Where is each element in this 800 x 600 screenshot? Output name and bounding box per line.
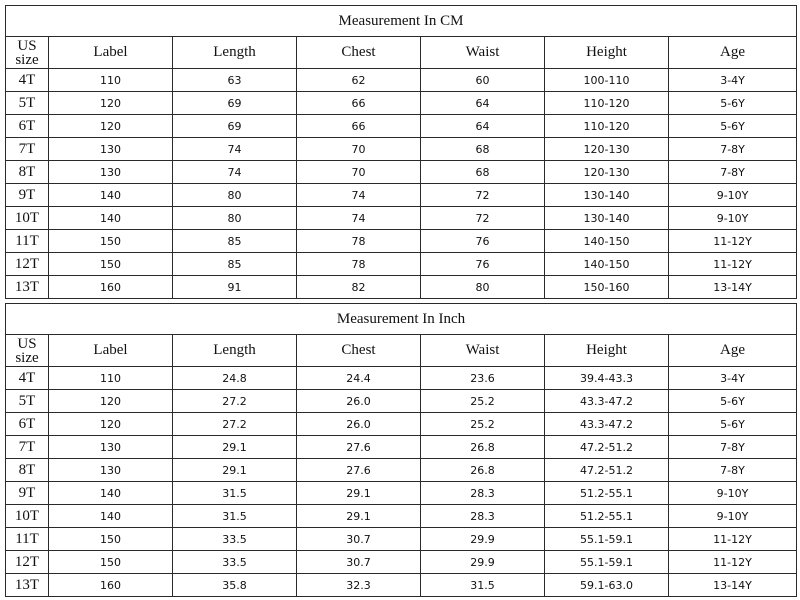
cell-chest: 26.0 xyxy=(297,413,421,436)
cell-height: 140-150 xyxy=(545,253,669,276)
cell-label: 140 xyxy=(49,207,173,230)
column-header-us-size: US size xyxy=(6,335,49,367)
cell-waist: 68 xyxy=(421,161,545,184)
cell-us-size: 5T xyxy=(6,92,49,115)
cell-height: 120-130 xyxy=(545,138,669,161)
cell-us-size: 10T xyxy=(6,207,49,230)
cell-waist: 64 xyxy=(421,115,545,138)
cell-label: 150 xyxy=(49,528,173,551)
column-header-length: Length xyxy=(173,335,297,367)
cell-age: 13-14Y xyxy=(669,574,797,597)
cell-age: 7-8Y xyxy=(669,138,797,161)
table-title-row xyxy=(6,304,797,335)
cell-height: 130-140 xyxy=(545,207,669,230)
cell-us-size: 11T xyxy=(6,230,49,253)
cell-length: 29.1 xyxy=(173,459,297,482)
cell-us-size: 5T xyxy=(6,390,49,413)
cell-height: 55.1-59.1 xyxy=(545,551,669,574)
cell-us-size: 8T xyxy=(6,459,49,482)
table-header-row xyxy=(6,335,797,367)
cell-length: 63 xyxy=(173,69,297,92)
cell-length: 74 xyxy=(173,138,297,161)
cell-height: 39.4-43.3 xyxy=(545,367,669,390)
cell-label: 110 xyxy=(49,367,173,390)
cell-chest: 70 xyxy=(297,138,421,161)
table-header-row xyxy=(6,37,797,69)
cell-label: 150 xyxy=(49,230,173,253)
cell-age: 5-6Y xyxy=(669,92,797,115)
table-title: Measurement In Inch xyxy=(6,304,797,335)
cell-length: 85 xyxy=(173,253,297,276)
table-row xyxy=(6,551,797,574)
cell-height: 150-160 xyxy=(545,276,669,299)
cell-us-size: 12T xyxy=(6,253,49,276)
cell-label: 120 xyxy=(49,390,173,413)
cell-chest: 29.1 xyxy=(297,505,421,528)
column-header-us-size: US size xyxy=(6,37,49,69)
column-header-age: Age xyxy=(669,37,797,69)
cell-us-size: 13T xyxy=(6,276,49,299)
cell-chest: 66 xyxy=(297,92,421,115)
cell-height: 51.2-55.1 xyxy=(545,482,669,505)
cell-length: 29.1 xyxy=(173,436,297,459)
cell-us-size: 10T xyxy=(6,505,49,528)
cell-age: 13-14Y xyxy=(669,276,797,299)
cell-chest: 26.0 xyxy=(297,390,421,413)
cell-label: 120 xyxy=(49,115,173,138)
cell-label: 140 xyxy=(49,184,173,207)
cell-waist: 29.9 xyxy=(421,528,545,551)
cell-length: 91 xyxy=(173,276,297,299)
cell-height: 100-110 xyxy=(545,69,669,92)
cell-chest: 66 xyxy=(297,115,421,138)
cell-chest: 78 xyxy=(297,253,421,276)
cell-us-size: 11T xyxy=(6,528,49,551)
cell-age: 7-8Y xyxy=(669,161,797,184)
cell-label: 160 xyxy=(49,574,173,597)
cell-length: 69 xyxy=(173,92,297,115)
cell-waist: 26.8 xyxy=(421,436,545,459)
cell-waist: 76 xyxy=(421,230,545,253)
table-row xyxy=(6,92,797,115)
cell-waist: 28.3 xyxy=(421,482,545,505)
cell-length: 31.5 xyxy=(173,482,297,505)
table-title-row xyxy=(6,6,797,37)
cell-length: 35.8 xyxy=(173,574,297,597)
cell-chest: 82 xyxy=(297,276,421,299)
cell-label: 130 xyxy=(49,459,173,482)
cell-age: 7-8Y xyxy=(669,459,797,482)
cell-waist: 72 xyxy=(421,207,545,230)
cell-age: 5-6Y xyxy=(669,413,797,436)
cell-waist: 72 xyxy=(421,184,545,207)
cell-chest: 78 xyxy=(297,230,421,253)
cell-height: 110-120 xyxy=(545,92,669,115)
cell-us-size: 4T xyxy=(6,367,49,390)
cell-length: 74 xyxy=(173,161,297,184)
cell-length: 24.8 xyxy=(173,367,297,390)
cell-length: 80 xyxy=(173,184,297,207)
table-row xyxy=(6,207,797,230)
cell-us-size: 4T xyxy=(6,69,49,92)
cell-waist: 60 xyxy=(421,69,545,92)
table-row xyxy=(6,436,797,459)
cell-waist: 28.3 xyxy=(421,505,545,528)
cell-length: 31.5 xyxy=(173,505,297,528)
cell-label: 160 xyxy=(49,276,173,299)
cell-us-size: 7T xyxy=(6,138,49,161)
cell-label: 140 xyxy=(49,482,173,505)
cell-label: 140 xyxy=(49,505,173,528)
cell-length: 33.5 xyxy=(173,528,297,551)
cell-age: 11-12Y xyxy=(669,528,797,551)
cell-age: 3-4Y xyxy=(669,367,797,390)
cell-age: 11-12Y xyxy=(669,253,797,276)
cell-waist: 76 xyxy=(421,253,545,276)
cell-chest: 24.4 xyxy=(297,367,421,390)
cell-chest: 62 xyxy=(297,69,421,92)
cell-age: 9-10Y xyxy=(669,207,797,230)
cell-height: 43.3-47.2 xyxy=(545,413,669,436)
cell-chest: 74 xyxy=(297,184,421,207)
cell-height: 130-140 xyxy=(545,184,669,207)
table-row xyxy=(6,574,797,597)
table-row xyxy=(6,459,797,482)
table-row xyxy=(6,413,797,436)
cell-us-size: 12T xyxy=(6,551,49,574)
cell-us-size: 7T xyxy=(6,436,49,459)
cell-age: 5-6Y xyxy=(669,390,797,413)
cell-length: 69 xyxy=(173,115,297,138)
cell-us-size: 6T xyxy=(6,115,49,138)
column-header-waist: Waist xyxy=(421,335,545,367)
column-header-height: Height xyxy=(545,335,669,367)
cell-us-size: 9T xyxy=(6,184,49,207)
cell-chest: 30.7 xyxy=(297,528,421,551)
cell-age: 9-10Y xyxy=(669,505,797,528)
cell-us-size: 9T xyxy=(6,482,49,505)
cell-waist: 80 xyxy=(421,276,545,299)
cell-height: 140-150 xyxy=(545,230,669,253)
cell-age: 11-12Y xyxy=(669,551,797,574)
cell-age: 3-4Y xyxy=(669,69,797,92)
cell-label: 130 xyxy=(49,138,173,161)
cell-chest: 30.7 xyxy=(297,551,421,574)
cell-us-size: 8T xyxy=(6,161,49,184)
cell-height: 55.1-59.1 xyxy=(545,528,669,551)
table-row xyxy=(6,482,797,505)
column-header-height: Height xyxy=(545,37,669,69)
cell-height: 47.2-51.2 xyxy=(545,436,669,459)
cell-waist: 26.8 xyxy=(421,459,545,482)
cell-age: 9-10Y xyxy=(669,482,797,505)
table-row xyxy=(6,528,797,551)
table-row xyxy=(6,138,797,161)
table-row xyxy=(6,276,797,299)
cell-us-size: 13T xyxy=(6,574,49,597)
column-header-chest: Chest xyxy=(297,335,421,367)
cell-waist: 31.5 xyxy=(421,574,545,597)
table-row xyxy=(6,253,797,276)
size-chart-cm-table xyxy=(5,5,797,299)
cell-waist: 68 xyxy=(421,138,545,161)
cell-us-size: 6T xyxy=(6,413,49,436)
cell-chest: 70 xyxy=(297,161,421,184)
cell-waist: 25.2 xyxy=(421,390,545,413)
table-row xyxy=(6,390,797,413)
cell-age: 11-12Y xyxy=(669,230,797,253)
cell-height: 120-130 xyxy=(545,161,669,184)
cell-chest: 27.6 xyxy=(297,436,421,459)
cell-waist: 64 xyxy=(421,92,545,115)
cell-chest: 74 xyxy=(297,207,421,230)
column-header-label: Label xyxy=(49,37,173,69)
column-header-label: Label xyxy=(49,335,173,367)
cell-length: 80 xyxy=(173,207,297,230)
cell-chest: 27.6 xyxy=(297,459,421,482)
column-header-waist: Waist xyxy=(421,37,545,69)
table-row xyxy=(6,230,797,253)
cell-height: 110-120 xyxy=(545,115,669,138)
cell-height: 43.3-47.2 xyxy=(545,390,669,413)
cell-length: 85 xyxy=(173,230,297,253)
column-header-chest: Chest xyxy=(297,37,421,69)
table-row xyxy=(6,367,797,390)
cell-label: 130 xyxy=(49,436,173,459)
cell-label: 130 xyxy=(49,161,173,184)
cell-label: 110 xyxy=(49,69,173,92)
cell-chest: 32.3 xyxy=(297,574,421,597)
cell-waist: 25.2 xyxy=(421,413,545,436)
cell-waist: 23.6 xyxy=(421,367,545,390)
table-row xyxy=(6,69,797,92)
cell-label: 150 xyxy=(49,253,173,276)
table-title: Measurement In CM xyxy=(6,6,797,37)
cell-height: 47.2-51.2 xyxy=(545,459,669,482)
table-row xyxy=(6,505,797,528)
cell-length: 33.5 xyxy=(173,551,297,574)
cell-waist: 29.9 xyxy=(421,551,545,574)
cell-age: 7-8Y xyxy=(669,436,797,459)
table-row xyxy=(6,115,797,138)
table-row xyxy=(6,184,797,207)
cell-label: 120 xyxy=(49,413,173,436)
cell-height: 59.1-63.0 xyxy=(545,574,669,597)
cell-age: 5-6Y xyxy=(669,115,797,138)
cell-length: 27.2 xyxy=(173,413,297,436)
table-row xyxy=(6,161,797,184)
column-header-length: Length xyxy=(173,37,297,69)
size-chart-inch-table xyxy=(5,303,797,597)
cell-chest: 29.1 xyxy=(297,482,421,505)
column-header-age: Age xyxy=(669,335,797,367)
cell-height: 51.2-55.1 xyxy=(545,505,669,528)
cell-age: 9-10Y xyxy=(669,184,797,207)
cell-label: 120 xyxy=(49,92,173,115)
cell-label: 150 xyxy=(49,551,173,574)
cell-length: 27.2 xyxy=(173,390,297,413)
